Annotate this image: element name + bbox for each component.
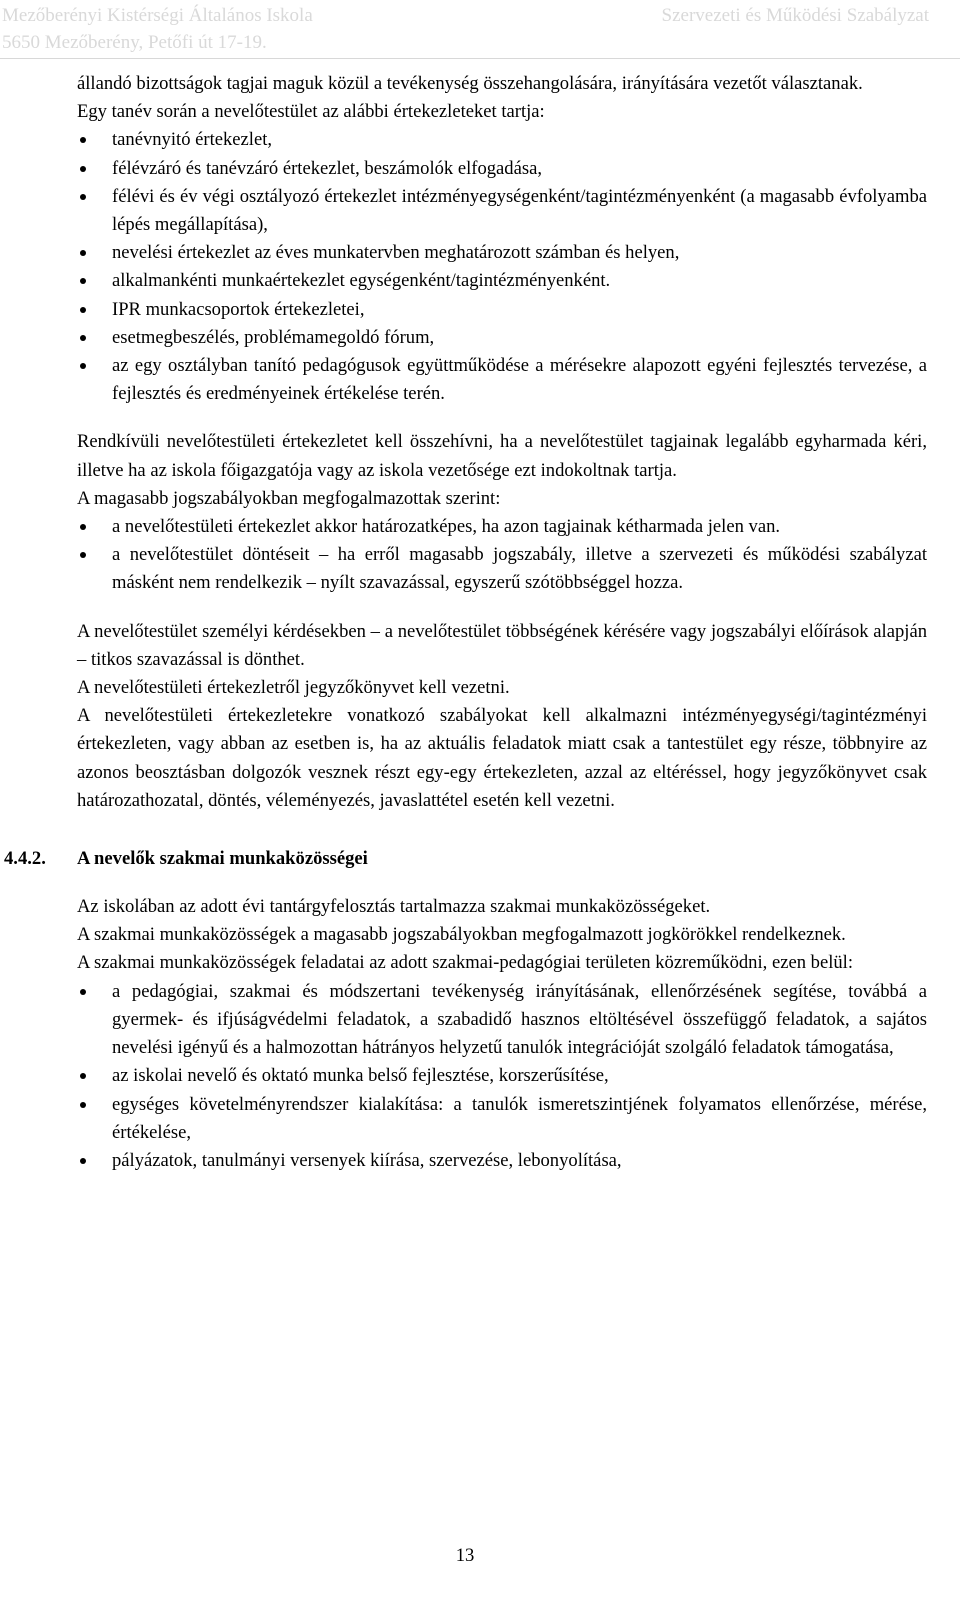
list-item: az egy osztályban tanító pedagógusok együttműködése a mérésekre alapozott egyéni fejlesztés tervezése, a fejlesztés és eredményeinek értékelése terén.: [77, 352, 927, 408]
bullet-icon: [80, 307, 86, 313]
personal-matters-paragraph: A nevelőtestület személyi kérdésekben – a nevelőtestület többségének kérésére vagy jogszabályi előírások alapján – titkos szavazással is dönthet.: [77, 620, 927, 670]
page-header: [0, 0, 960, 59]
list-item: nevelési értekezlet az éves munkatervben meghatározott számban és helyen,: [77, 239, 927, 267]
section-title: A nevelők szakmai munkaközösségei: [77, 848, 368, 870]
meetings-list: [77, 126, 927, 408]
bullet-icon: [80, 335, 86, 341]
bullet-icon: [80, 137, 86, 143]
list-item: esetmegbeszélés, problémamegoldó fórum,: [77, 324, 927, 352]
section-paragraph-3: A szakmai munkaközösségek feladatai az adott szakmai-pedagógiai területen közreműködni, ezen belül:: [77, 952, 853, 974]
list-item: tanévnyitó értekezlet,: [77, 126, 927, 154]
bullet-icon: [80, 989, 86, 995]
extraordinary-meeting-paragraph: Rendkívüli nevelőtestületi értekezletet kell összehívni, ha a nevelőtestület tagjainak legalább egyharmada kéri, illetve ha az iskola főigazgatója vagy az iskola vezetősége ezt indokoltnak tartja.: [77, 431, 927, 481]
list-item: félévi és év végi osztályozó értekezlet intézményegységenként/tagintézményenként (a magasabb évfolyamba lépés megállapítása),: [77, 183, 927, 239]
list-item: a nevelőtestület döntéseit – ha erről magasabb jogszabály, illetve a szervezeti és működési szabályzat másként nem rendelkezik – nyílt szavazással, egyszerű szótöbbséggel hozza.: [77, 541, 927, 597]
rules-paragraph: A nevelőtestületi értekezletekre vonatkozó szabályokat kell alkalmazni intézményegységi/tagintézményi értekezleten, vagy abban az esetben is, ha az aktuális feladatok miatt csak a tantestület egy része, többnyire az azonos beosztásban dolgozók vesznek részt egy-egy értekezleten, azzal az eltéréssel, hogy jegyzőkönyvet csak határozathozatal, döntés, véleményezés, javaslattétel esetén kell vezetni.: [77, 705, 927, 811]
law-list: [77, 513, 927, 598]
document-body: [4, 70, 927, 1175]
list-item: pályázatok, tanulmányi versenyek kiírása, szervezése, lebonyolítása,: [77, 1147, 927, 1175]
header-address: 5650 Mezőberény, Petőfi út 17-19.: [2, 32, 267, 53]
bullet-icon: [80, 166, 86, 172]
list-item: az iskolai nevelő és oktató munka belső fejlesztése, korszerűsítése,: [77, 1062, 927, 1090]
bullet-icon: [80, 250, 86, 256]
bullet-icon: [80, 524, 86, 530]
list-item: egységes követelményrendszer kialakítása: a tanulók ismeretszintjének folyamatos ellenőrzése, mérése, értékelése,: [77, 1091, 927, 1147]
header-document-title: Szervezeti és Működési Szabályzat: [661, 5, 929, 26]
list-item: félévzáró és tanévzáró értekezlet, beszámolók elfogadása,: [77, 155, 927, 183]
bullet-icon: [80, 1073, 86, 1079]
section-paragraph-1: Az iskolában az adott évi tantárgyfelosztás tartalmazza szakmai munkaközösségeket.: [77, 896, 711, 918]
list-item: a pedagógiai, szakmai és módszertani tevékenység irányításának, ellenőrzésének segítése, továbbá a gyermek- és ifjúságvédelmi feladatok, a szabadidő hasznos eltöltésével összefüggő feladatok, a sajátos nevelési igényű és a halmozottan hátrányos helyzetű tanulók integrációját szolgáló feladatok támogatása,: [77, 978, 927, 1063]
section-tasks-list: [77, 978, 927, 1175]
list-item: a nevelőtestületi értekezlet akkor határozatképes, ha azon tagjainak kétharmada jelen van.: [77, 513, 927, 541]
header-school-name: Mezőberényi Kistérségi Általános Iskola: [2, 5, 313, 26]
bullet-icon: [80, 552, 86, 558]
intro-paragraph: állandó bizottságok tagjai maguk közül a tevékenység összehangolására, irányítására vezetőt választanak.: [77, 73, 863, 94]
bullet-icon: [80, 1102, 86, 1108]
section-heading: [4, 845, 927, 873]
minutes-paragraph: A nevelőtestületi értekezletről jegyzőkönyvet kell vezetni.: [77, 677, 510, 699]
meetings-intro: Egy tanév során a nevelőtestület az alábbi értekezleteket tartja:: [77, 101, 545, 123]
bullet-icon: [80, 363, 86, 369]
list-item: IPR munkacsoportok értekezletei,: [77, 296, 927, 324]
list-item: alkalmankénti munkaértekezlet egységenként/tagintézményenként.: [77, 267, 927, 295]
bullet-icon: [80, 1158, 86, 1164]
law-intro: A magasabb jogszabályokban megfogalmazottak szerint:: [77, 487, 501, 509]
bullet-icon: [80, 278, 86, 284]
section-number: 4.4.2.: [4, 848, 46, 870]
page-number: 13: [455, 1545, 475, 1566]
section-paragraph-2: A szakmai munkaközösségek a magasabb jogszabályokban megfogalmazott jogkörökkel rendelkeznek.: [77, 924, 846, 946]
bullet-icon: [80, 194, 86, 200]
